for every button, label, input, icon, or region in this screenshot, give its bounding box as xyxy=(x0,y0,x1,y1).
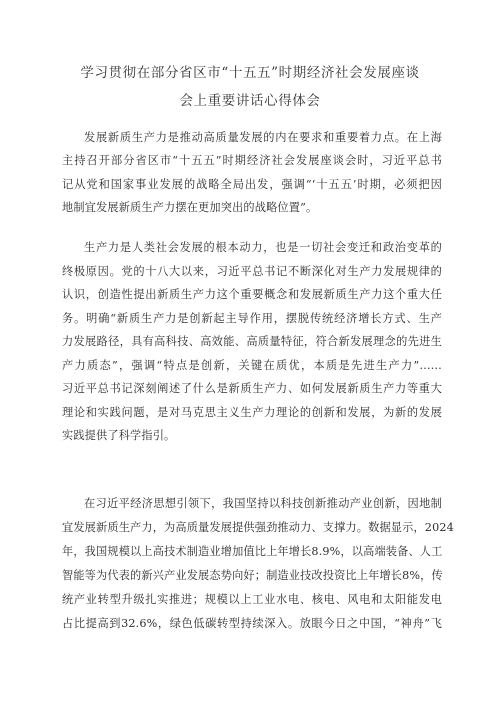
document-title-line-1: 学习贯彻在部分省区市“十五五”时期经济社会发展座谈 xyxy=(80,65,420,81)
paragraph-line: 宜发展新质生产力，为高质量发展提供强劲推动力、支撑力。数据显示，2024 xyxy=(62,521,454,534)
paragraph-line: 发展新质生产力是推动高质量发展的内在要求和重要着力点。在上海 xyxy=(84,131,442,144)
paragraph-line: 主持召开部分省区市“十五五”时期经济社会发展座谈会时，习近平总书 xyxy=(62,154,442,167)
paragraph-line: 占比提高到32.6%，绿色低碳转型持续深入。放眼今日之中国，“神舟”飞 xyxy=(62,617,442,630)
paragraph-line: 终极原因。党的十八大以来，习近平总书记不断深化对生产力发展规律的 xyxy=(62,265,442,278)
paragraph-line: 记从党和国家事业发展的战略全局出发，强调“‘十五五’时期，必须把因 xyxy=(62,178,442,191)
document-title-line-2: 会上重要讲话心得体会 xyxy=(179,93,321,109)
paragraph-line: 习近平总书记深刻阐述了什么是新质生产力、如何发展新质生产力等重大 xyxy=(62,382,442,395)
paragraph-line: 认识，创造性提出新质生产力这个重要概念和发展新质生产力这个重大任 xyxy=(62,288,442,301)
paragraph-line: 智能等为代表的新兴产业发展态势向好；制造业技改投资比上年增长8%，传 xyxy=(62,569,443,582)
paragraph-line: 在习近平经济思想引领下，我国坚持以科技创新推动产业创新，因地制 xyxy=(84,497,442,510)
paragraph-line: 务。明确“新质生产力是创新起主导作用，摆脱传统经济增长方式、生产 xyxy=(62,312,442,325)
paragraph-line: 统产业转型升级扎实推进；规模以上工业水电、核电、风电和太阳能发电 xyxy=(62,593,442,606)
paragraph-line: 力发展路径，具有高科技、高效能、高质量特征，符合新发展理念的先进生 xyxy=(62,335,442,348)
paragraph-line: 实践提供了科学指引。 xyxy=(62,429,176,442)
paragraph-line: 生产力是人类社会发展的根本动力，也是一切社会变迁和政治变革的 xyxy=(84,241,442,254)
paragraph-line: 产力质态”，强调“特点是创新，关键在质优，本质是先进生产力”…… xyxy=(62,359,442,372)
paragraph-line: 年，我国规模以上高技术制造业增加值比上年增长8.9%，以高端装备、人工 xyxy=(62,545,443,558)
paragraph-line: 理论和实践问题，是对马克思主义生产力理论的创新和发展，为新的发展 xyxy=(62,406,442,419)
paragraph-line: 地制宜发展新质生产力摆在更加突出的战略位置”。 xyxy=(62,201,318,214)
